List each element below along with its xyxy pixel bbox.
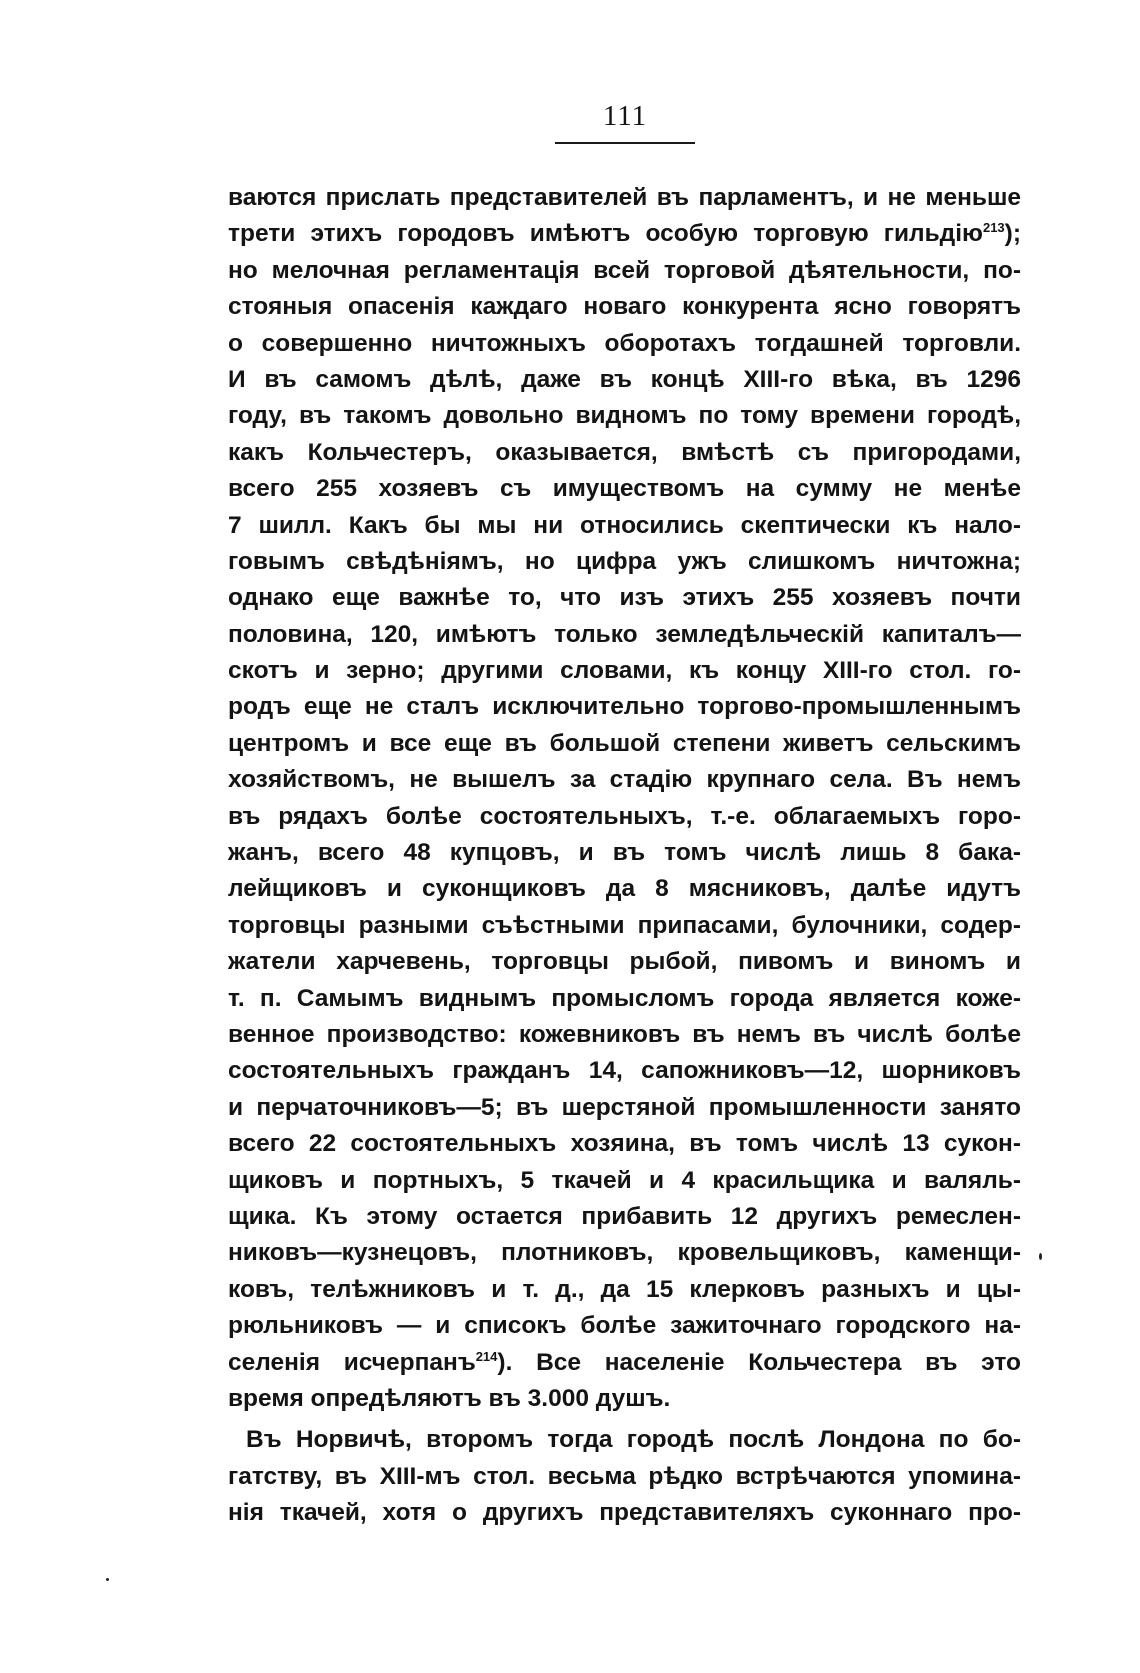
text-line: время опредѣляютъ въ 3.000 душъ. <box>228 1384 671 1412</box>
print-speck <box>106 1578 109 1581</box>
text-line: стояныя опасенія каждаго новаго конкурента ясно говорятъ <box>228 293 1021 321</box>
footnote-ref: 214 <box>475 1348 498 1364</box>
text-line: о совершенно ничтожныхъ оборотахъ тогдашней торговли. <box>228 329 1021 357</box>
text-line: состоятельныхъ гражданъ 14, сапожниковъ—12, шорниковъ <box>228 1057 1021 1085</box>
text-line: т. п. Самымъ виднымъ промысломъ города является коже- <box>228 984 1021 1012</box>
text-line: ковъ, телѣжниковъ и т. д., да 15 клерковъ разныхъ и цы- <box>228 1275 1021 1303</box>
text-line: какъ Кольчестеръ, оказывается, вмѣстѣ съ пригородами, <box>228 438 1021 466</box>
text-line: щиковъ и портныхъ, 5 ткачей и 4 красильщика и валяль- <box>228 1166 1021 1194</box>
text-line: щика. Къ этому остается прибавить 12 другихъ ремеслен- <box>228 1202 1021 1230</box>
text-line: и перчаточниковъ—5; въ шерстяной промышленности занято <box>228 1093 1021 1121</box>
text-line: говымъ свѣдѣніямъ, но цифра ужъ слишкомъ ничтожна; <box>228 547 1021 575</box>
text-line: нія ткачей, хотя о другихъ представителяхъ суконнаго про- <box>228 1499 1021 1527</box>
text-line: торговцы разными съѣстными припасами, булочники, содер- <box>228 911 1021 939</box>
text-line: центромъ и все еще въ большой степени живетъ сельскимъ <box>228 729 1021 757</box>
text-line: Въ Норвичѣ, второмъ тогда городѣ послѣ Лондона по бо- <box>246 1426 1021 1454</box>
text-line: но мелочная регламентація всей торговой дѣятельности, по- <box>228 256 1021 284</box>
text-line: трети этихъ городовъ имѣютъ особую торговую гильдію$^{213}$); <box>228 220 1021 248</box>
body-text <box>228 180 1021 1531</box>
text-line: никовъ—кузнецовъ, плотниковъ, кровельщиковъ, каменщи- <box>228 1239 1021 1267</box>
text-line: 7 шилл. Какъ бы мы ни относились скептически къ нало- <box>228 511 1021 539</box>
text-line: И въ самомъ дѣлѣ, даже въ концѣ XIII-го вѣка, въ 1296 <box>228 365 1021 393</box>
text-line: жатели харчевень, торговцы рыбой, пивомъ и виномъ и <box>228 948 1021 976</box>
text-line: однако еще важнѣе то, что изъ этихъ 255 хозяевъ почти <box>228 584 1021 612</box>
header-rule <box>555 142 695 144</box>
text-line: всего 255 хозяевъ съ имуществомъ на сумму не менѣе <box>228 475 1021 503</box>
text-line: въ рядахъ болѣе состоятельныхъ, т.-е. облагаемыхъ горо- <box>228 802 1021 830</box>
text-line: половина, 120, имѣютъ только земледѣльческій капиталъ— <box>228 620 1021 648</box>
text-line: венное производство: кожевниковъ въ немъ въ числѣ болѣе <box>228 1020 1021 1048</box>
text-line: скотъ и зерно; другими словами, къ концу XIII-го стол. го- <box>228 657 1021 685</box>
text-line: лейщиковъ и суконщиковъ да 8 мясниковъ, далѣе идутъ <box>228 875 1021 903</box>
text-line: селенія исчерпанъ$^{214}$). Все населеніе Кольчестера въ это <box>228 1348 1022 1376</box>
text-line: жанъ, всего 48 купцовъ, и въ томъ числѣ лишь 8 бака- <box>228 839 1021 867</box>
text-line: рюльниковъ — и списокъ болѣе зажиточнаго городского на- <box>228 1312 1021 1340</box>
text-line: гатству, въ XIII-мъ стол. весьма рѣдко встрѣчаются упомина- <box>228 1462 1021 1490</box>
page-number: 111 <box>602 100 648 132</box>
footnote-ref: 213 <box>982 220 1005 236</box>
text-line: всего 22 состоятельныхъ хозяина, въ томъ числѣ 13 сукон- <box>228 1130 1021 1158</box>
text-line: хозяйствомъ, не вышелъ за стадію крупнаго села. Въ немъ <box>228 766 1021 794</box>
text-line: году, въ такомъ довольно видномъ по тому времени городѣ, <box>228 402 1021 430</box>
text-line: ваются прислать представителей въ парламентъ, и не меньше <box>228 184 1021 211</box>
print-speck <box>1039 1253 1042 1260</box>
text-line: родъ еще не сталъ исключительно торгово-промышленнымъ <box>228 693 1021 721</box>
